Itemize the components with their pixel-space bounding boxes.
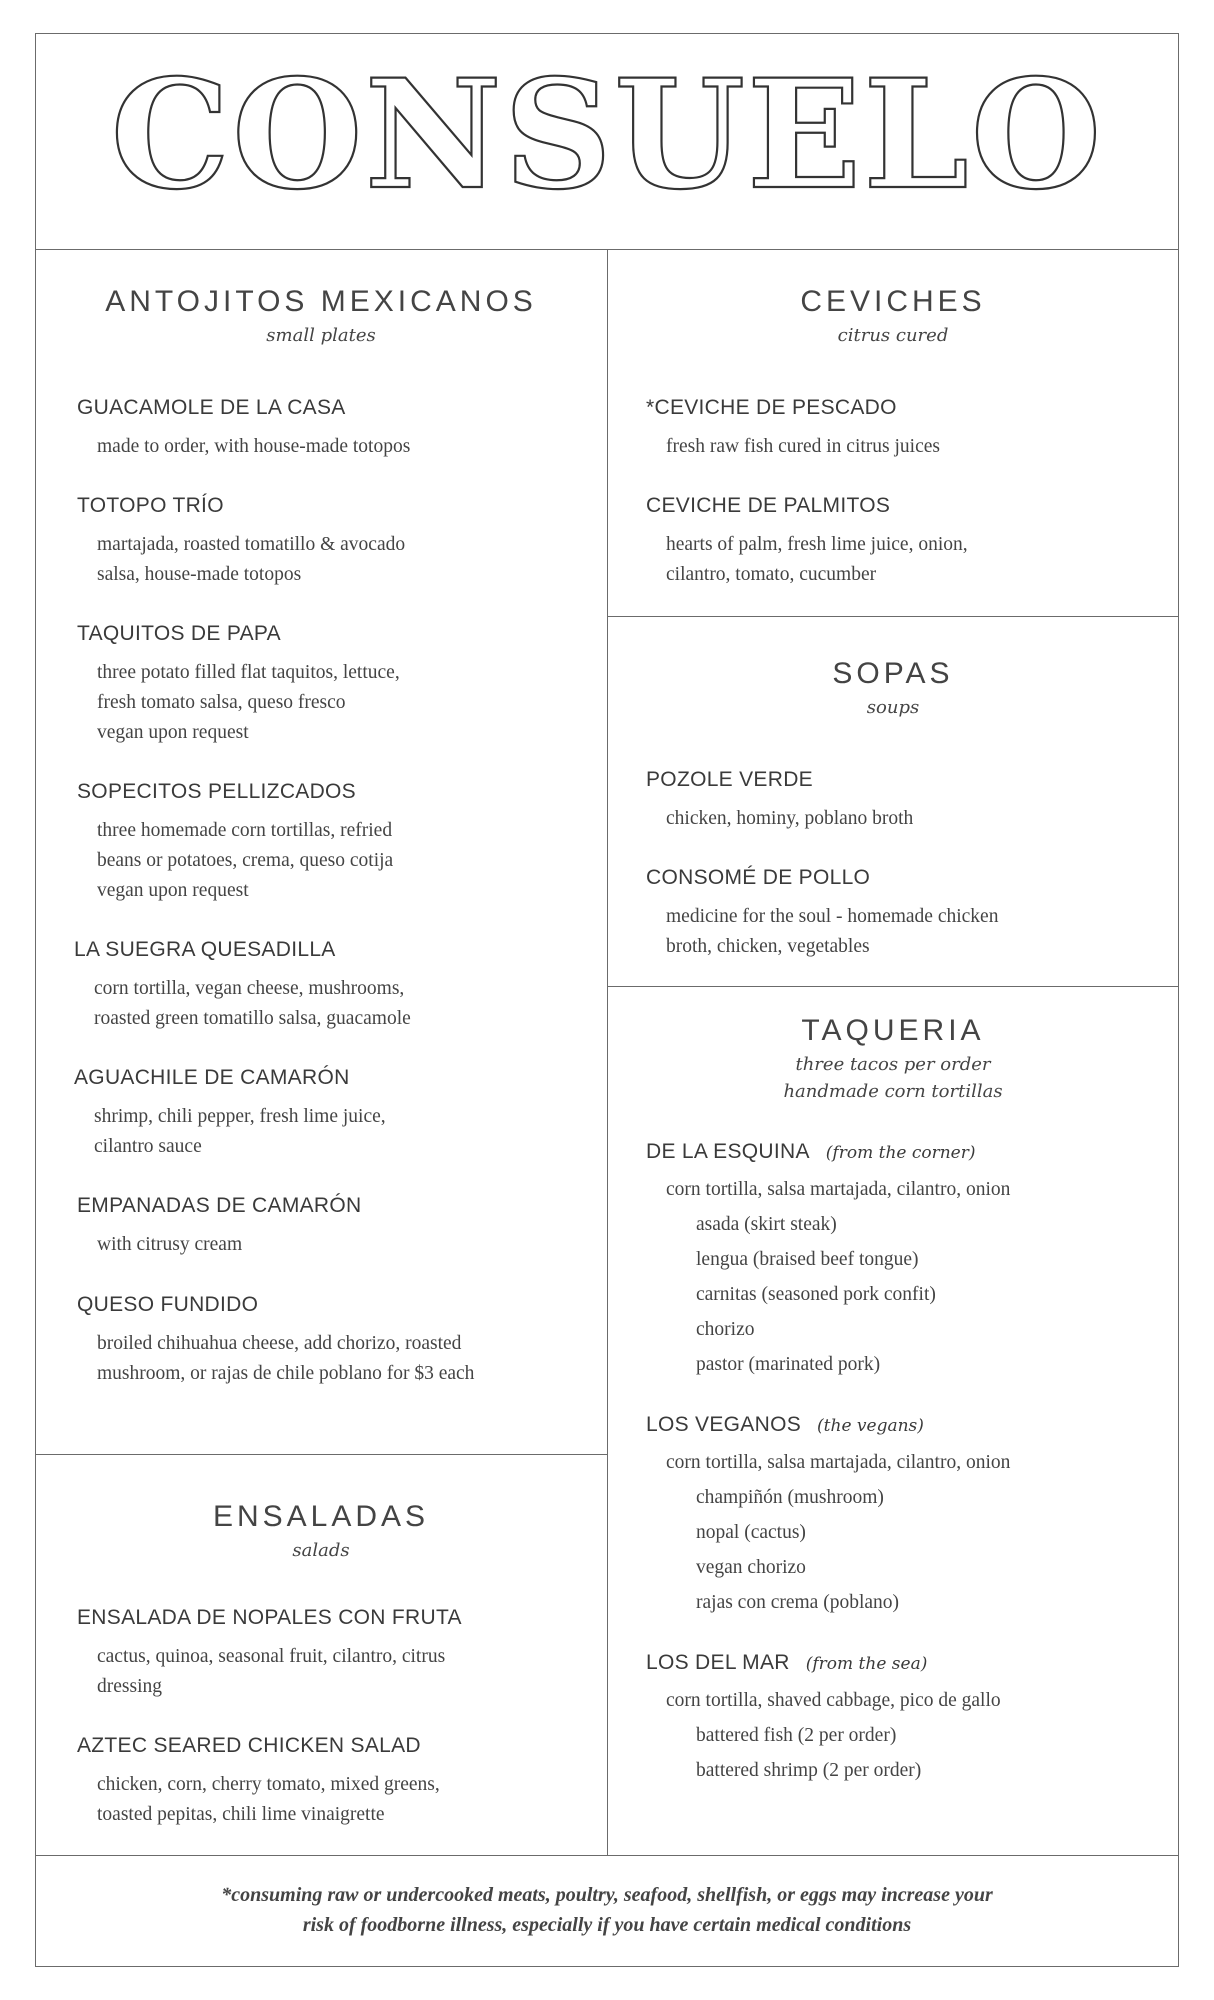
desc-line: hearts of palm, fresh lime juice, onion, — [666, 534, 968, 555]
menu-item — [77, 1734, 602, 1830]
menu-item — [77, 622, 597, 748]
divider-right-taqueria — [607, 986, 1179, 987]
item-description — [646, 902, 1171, 962]
desc-line: toasted pepitas, chili lime vinaigrette — [97, 1804, 385, 1825]
desc-line: vegan upon request — [97, 722, 249, 743]
item-aside: (from the sea) — [805, 1654, 928, 1674]
filling-option: chorizo — [696, 1319, 755, 1340]
desc-line: cactus, quinoa, seasonal fruit, cilantro, citrus — [97, 1646, 446, 1667]
desc-line: broiled chihuahua cheese, add chorizo, roasted — [97, 1333, 462, 1354]
item-name: CEVICHE DE PALMITOS — [646, 494, 891, 517]
section-subtitle-2: handmade corn tortillas — [783, 1081, 1003, 1102]
raw-food-disclaimer — [35, 1880, 1179, 1940]
filling-option: battered fish (2 per order) — [696, 1725, 897, 1746]
item-description — [77, 1329, 602, 1389]
item-description — [646, 1445, 1171, 1620]
item-description — [74, 1102, 594, 1162]
item-name: GUACAMOLE DE LA CASA — [77, 396, 346, 419]
filling-option: carnitas (seasoned pork confit) — [696, 1284, 936, 1305]
desc-line: broth, chicken, vegetables — [666, 936, 870, 957]
filling-option: champiñón (mushroom) — [696, 1487, 884, 1508]
menu-item — [77, 780, 597, 906]
section-subtitle: citrus cured — [837, 325, 949, 346]
item-name: LA SUEGRA QUESADILLA — [74, 938, 336, 961]
section-title: CEVICHES — [800, 285, 986, 318]
menu-item — [646, 396, 1171, 462]
section-title: ENSALADAS — [212, 1500, 430, 1533]
filling-option: battered shrimp (2 per order) — [696, 1760, 922, 1781]
item-name — [646, 1413, 1171, 1437]
filling-option: rajas con crema (poblano) — [696, 1592, 900, 1613]
menu-item — [77, 494, 597, 590]
divider-right-sopas — [607, 616, 1179, 617]
divider-left-ensaladas — [35, 1454, 607, 1455]
item-name: EMPANADAS DE CAMARÓN — [77, 1194, 362, 1217]
desc-line: cilantro sauce — [94, 1136, 202, 1157]
section-title: ANTOJITOS MEXICANOS — [105, 285, 537, 318]
item-description — [77, 530, 597, 590]
filling-option: pastor (marinated pork) — [696, 1354, 881, 1375]
desc-line: corn tortilla, salsa martajada, cilantro, onion — [666, 1452, 1011, 1473]
item-description — [646, 530, 1171, 590]
item-description — [77, 1770, 602, 1830]
brand-logo: CONSUELO — [110, 47, 1104, 223]
desc-line: with citrusy cream — [97, 1234, 243, 1255]
section-sopas — [607, 657, 1179, 718]
section-subtitle: soups — [866, 697, 920, 718]
item-description — [646, 1172, 1171, 1382]
item-name: TOTOPO TRÍO — [77, 494, 224, 517]
item-aside: (the vegans) — [817, 1416, 924, 1436]
item-name-text: LOS VEGANOS — [646, 1413, 802, 1436]
item-name: POZOLE VERDE — [646, 768, 813, 791]
item-description — [77, 1230, 597, 1260]
divider-footer — [35, 1855, 1179, 1856]
item-description — [646, 1683, 1171, 1788]
item-description — [77, 432, 597, 462]
desc-line: fresh tomato salsa, queso fresco — [97, 692, 346, 713]
filling-option: asada (skirt steak) — [696, 1214, 837, 1235]
item-name — [646, 1651, 1171, 1675]
menu-item — [74, 938, 594, 1034]
filling-option: nopal (cactus) — [696, 1522, 806, 1543]
menu-item — [77, 1194, 597, 1260]
menu-item — [646, 768, 1171, 834]
menu-item — [74, 1066, 594, 1162]
desc-line: mushroom, or rajas de chile poblano for $3 each — [97, 1363, 475, 1384]
desc-line: vegan upon request — [97, 880, 249, 901]
section-subtitle: salads — [292, 1540, 350, 1561]
section-ensaladas — [35, 1500, 607, 1561]
desc-line: salsa, house-made totopos — [97, 564, 302, 585]
item-name: ENSALADA DE NOPALES CON FRUTA — [77, 1606, 462, 1629]
menu-item — [646, 1651, 1171, 1788]
section-title: TAQUERIA — [801, 1014, 985, 1047]
item-name: AZTEC SEARED CHICKEN SALAD — [77, 1734, 421, 1757]
section-taqueria — [607, 1014, 1179, 1102]
menu-item — [646, 494, 1171, 590]
item-description — [77, 1642, 602, 1702]
menu-item — [77, 396, 597, 462]
desc-line: chicken, hominy, poblano broth — [666, 808, 914, 829]
desc-line: corn tortilla, salsa martajada, cilantro, onion — [666, 1179, 1011, 1200]
desc-line: corn tortilla, vegan cheese, mushrooms, — [94, 978, 405, 999]
desc-line: roasted green tomatillo salsa, guacamole — [94, 1008, 411, 1029]
menu-item — [77, 1606, 602, 1702]
menu-item — [77, 1293, 602, 1389]
desc-line: made to order, with house-made totopos — [97, 436, 411, 457]
menu-item — [646, 866, 1171, 962]
desc-line: corn tortilla, shaved cabbage, pico de gallo — [666, 1690, 1001, 1711]
item-aside: (from the corner) — [825, 1143, 976, 1163]
section-subtitle: three tacos per order — [795, 1054, 991, 1075]
desc-line: cilantro, tomato, cucumber — [666, 564, 877, 585]
filling-option: vegan chorizo — [696, 1557, 806, 1578]
item-name: *CEVICHE DE PESCADO — [646, 396, 897, 419]
section-antojitos — [35, 285, 607, 346]
desc-line: dressing — [97, 1676, 162, 1697]
item-description — [77, 658, 597, 748]
item-description — [77, 816, 597, 906]
item-name-text: LOS DEL MAR — [646, 1651, 790, 1674]
section-ceviches — [607, 285, 1179, 346]
item-description — [74, 974, 594, 1034]
item-description — [646, 432, 1171, 462]
disclaimer-line: *consuming raw or undercooked meats, poultry, seafood, shellfish, or eggs may increase your — [221, 1884, 993, 1906]
desc-line: martajada, roasted tomatillo & avocado — [97, 534, 406, 555]
item-name: CONSOMÉ DE POLLO — [646, 866, 871, 889]
item-name: TAQUITOS DE PAPA — [77, 622, 281, 645]
desc-line: beans or potatoes, crema, queso cotija — [97, 850, 394, 871]
desc-line: shrimp, chili pepper, fresh lime juice, — [94, 1106, 386, 1127]
desc-line: three potato filled flat taquitos, lettuce, — [97, 662, 400, 683]
menu-item — [646, 1413, 1171, 1620]
disclaimer-line: risk of foodborne illness, especially if you have certain medical conditions — [302, 1914, 912, 1936]
item-name: AGUACHILE DE CAMARÓN — [74, 1066, 350, 1089]
item-name — [646, 1140, 1171, 1164]
desc-line: three homemade corn tortillas, refried — [97, 820, 393, 841]
item-description — [646, 804, 1171, 834]
item-name: SOPECITOS PELLIZCADOS — [77, 780, 356, 803]
desc-line: fresh raw fish cured in citrus juices — [666, 436, 940, 457]
item-name-text: DE LA ESQUINA — [646, 1140, 810, 1163]
item-name: QUESO FUNDIDO — [77, 1293, 259, 1316]
menu-item — [646, 1140, 1171, 1382]
section-subtitle: small plates — [266, 325, 376, 346]
filling-option: lengua (braised beef tongue) — [696, 1249, 919, 1270]
section-title: SOPAS — [832, 657, 954, 690]
desc-line: medicine for the soul - homemade chicken — [666, 906, 999, 927]
desc-line: chicken, corn, cherry tomato, mixed greens, — [97, 1774, 440, 1795]
